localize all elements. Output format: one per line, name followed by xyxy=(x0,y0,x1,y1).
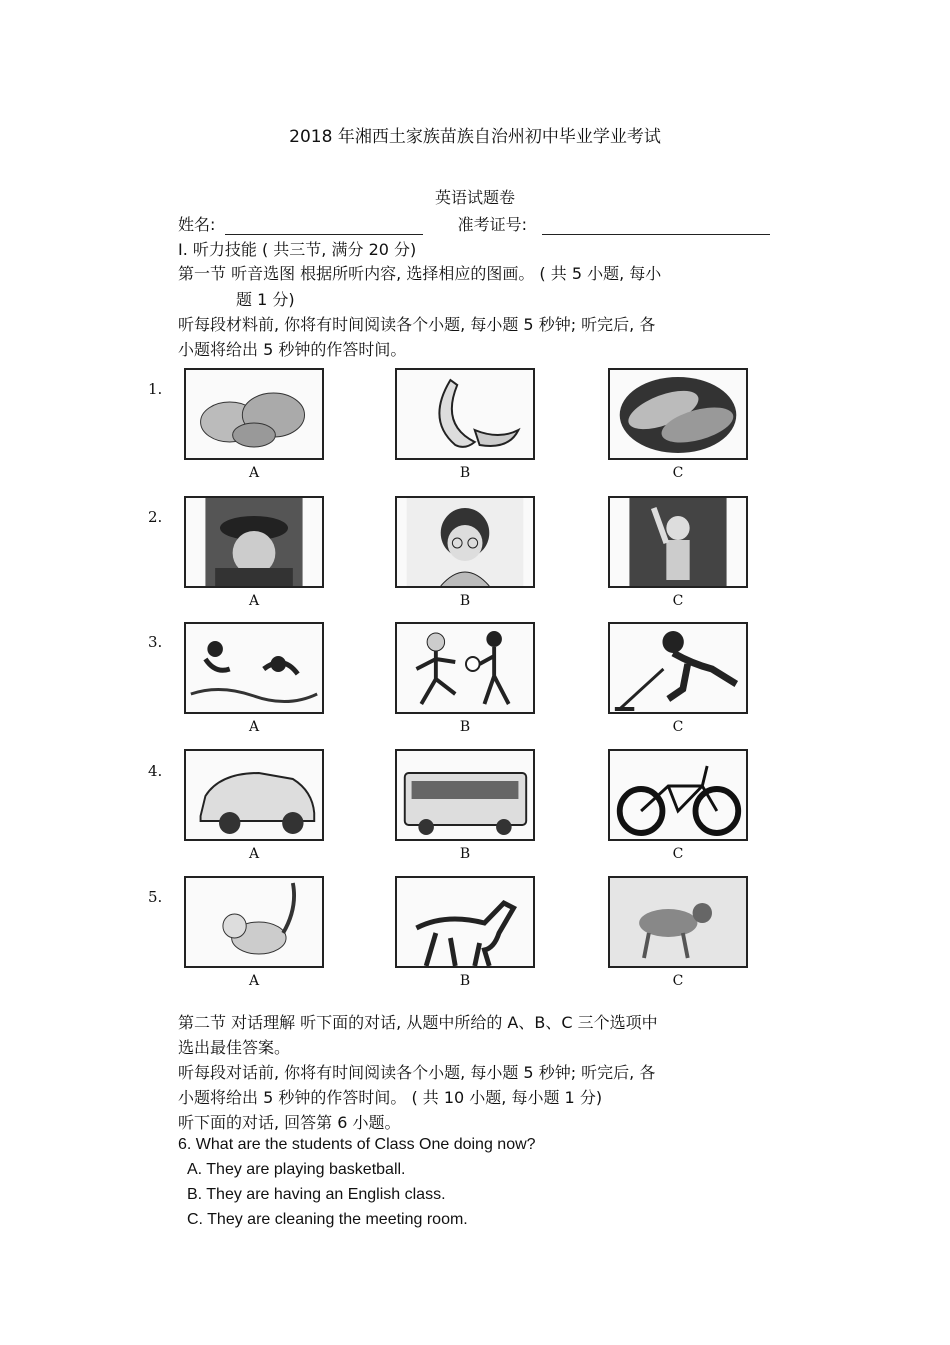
question-number: 1. xyxy=(148,380,163,398)
sweet-potatoes-icon[interactable] xyxy=(608,368,748,460)
option-label: C xyxy=(672,846,684,862)
option-label: A xyxy=(248,973,260,989)
horse-icon[interactable] xyxy=(395,876,535,968)
soccer-icon[interactable] xyxy=(395,622,535,714)
bus-icon[interactable] xyxy=(395,749,535,841)
section1-instruction-cont: 小题将给出 5 秒钟的作答时间。 xyxy=(178,340,407,359)
exam-id-label: 准考证号: xyxy=(457,215,527,234)
option-label: A xyxy=(248,593,260,609)
cat-icon[interactable] xyxy=(184,876,324,968)
question-6-option-b[interactable]: B. They are having an English class. xyxy=(187,1186,446,1203)
option-label: A xyxy=(248,846,260,862)
car-icon[interactable] xyxy=(184,749,324,841)
exam-title: 2018 年湘西土家族苗族自治州初中毕业学业考试 xyxy=(289,127,661,147)
section2-instruction-cont: 小题将给出 5 秒钟的作答时间。 ( 共 10 小题, 每小题 1 分) xyxy=(178,1088,603,1107)
option-label: B xyxy=(459,465,471,481)
question-number: 4. xyxy=(148,762,163,780)
question-6-option-c[interactable]: C. They are cleaning the meeting room. xyxy=(187,1211,468,1228)
option-label: B xyxy=(459,593,471,609)
part1-heading: Ⅰ. 听力技能 ( 共三节, 满分 20 分) xyxy=(178,240,417,259)
name-blank[interactable] xyxy=(225,218,423,235)
option-label: B xyxy=(459,973,471,989)
person-cap-icon[interactable] xyxy=(184,496,324,588)
candidate-info-row xyxy=(178,212,770,235)
section1-heading: 第一节 听音选图 根据所听内容, 选择相应的图画。 ( 共 5 小题, 每小 xyxy=(178,264,662,283)
section2-heading-cont: 选出最佳答案。 xyxy=(178,1038,291,1057)
potatoes-icon[interactable] xyxy=(184,368,324,460)
section2-heading: 第二节 对话理解 听下面的对话, 从题中所给的 A、B、C 三个选项中 xyxy=(178,1013,658,1032)
section2-instruction: 听每段对话前, 你将有时间阅读各个小题, 每小题 5 秒钟; 听完后, 各 xyxy=(178,1063,656,1082)
option-label: A xyxy=(248,465,260,481)
question-number: 3. xyxy=(148,633,163,651)
name-label: 姓名: xyxy=(178,215,216,234)
option-label: C xyxy=(672,973,684,989)
option-label: B xyxy=(459,846,471,862)
boy-waving-icon[interactable] xyxy=(608,496,748,588)
ice-hockey-icon[interactable] xyxy=(608,622,748,714)
section1-heading-cont: 题 1 分) xyxy=(236,290,295,309)
question-6-option-a[interactable]: A. They are playing basketball. xyxy=(187,1161,406,1178)
bicycle-icon[interactable] xyxy=(608,749,748,841)
option-label: B xyxy=(459,719,471,735)
dog-icon[interactable] xyxy=(608,876,748,968)
girl-glasses-icon[interactable] xyxy=(395,496,535,588)
bananas-icon[interactable] xyxy=(395,368,535,460)
exam-id-blank[interactable] xyxy=(542,218,770,235)
option-label: C xyxy=(672,465,684,481)
section2-instruction-q6: 听下面的对话, 回答第 6 小题。 xyxy=(178,1113,401,1132)
option-label: C xyxy=(672,719,684,735)
swimming-icon[interactable] xyxy=(184,622,324,714)
question-number: 2. xyxy=(148,508,163,526)
question-6-stem: 6. What are the students of Class One doing now? xyxy=(178,1136,536,1153)
section1-instruction: 听每段材料前, 你将有时间阅读各个小题, 每小题 5 秒钟; 听完后, 各 xyxy=(178,315,656,334)
option-label: C xyxy=(672,593,684,609)
option-label: A xyxy=(248,719,260,735)
exam-subtitle: 英语试题卷 xyxy=(434,188,515,207)
question-number: 5. xyxy=(148,888,163,906)
